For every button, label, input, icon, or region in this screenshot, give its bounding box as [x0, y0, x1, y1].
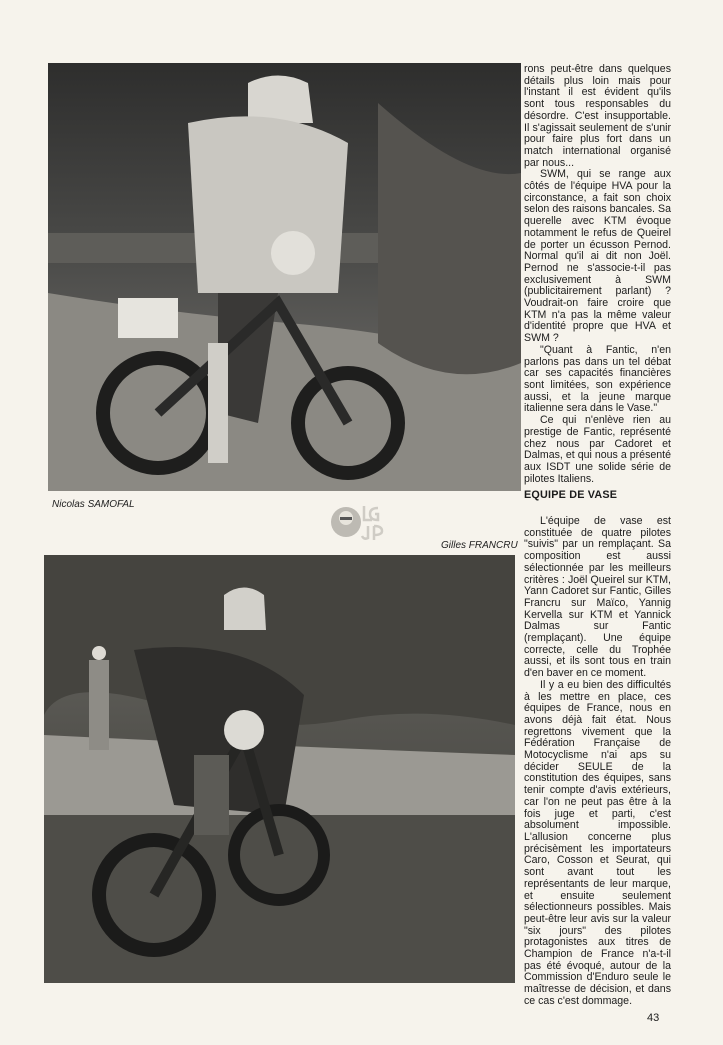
article-column-top — [524, 64, 671, 485]
watermark-logo — [330, 500, 394, 544]
paragraph: L'équipe de vase est constituée de quatre pilotes "suivis" par un remplaçant. Sa composition est aussi sélectionnée par les meilleurs critères : Joël Queirel sur KTM, Yann Cadoret sur Fantic, Gilles Francru sur Maïco, Yannig Kervella sur KTM et Yannick Dalmas sur Fantic (remplaçant). Une équipe correcte, celle du Trophée aussi, et ils sont tous en train d'en baver en ce moment. — [524, 515, 671, 680]
page-number: 43 — [647, 1012, 660, 1024]
article-column-bottom — [524, 516, 671, 1008]
photo-caption-top: Nicolas SAMOFAL — [52, 499, 135, 510]
paragraph: rons peut-être dans quelques détails plus loin mais pour l'instant il est évident qu'ils sont tous responsables du désordre. C'est insupportable. Il s'agissait seulement de s'unir pour faire plus fort dans un match international organisé par nous... — [524, 63, 671, 169]
paragraph: Il y a eu bien des difficultés à les mettre en place, ces équipes de France, nous en avons déjà fait état. Nous regrettons vivement que la Fédération Française de Motocyclisme n'ai aps su décider SEULE de la constitution des équipes, sans tenir compte d'avis extérieurs, car l'on ne peut pas être à la fois juge et parti, c'est absolument impossible. L'allusion concerne plus précisèment les importateurs Caro, Cosson et Seurat, qui sont avant tout les représentants de leur marque, et ensuite seulement sélectionneurs possibles. Mais peut-être leur avis sur la valeur "six jours" des pilotes protagonistes aux titres de Champion de France n'a-t-il pas été évoqué, autour de la Commission d'Enduro seule le maîtresse de décision, et dans ce cas c'est dommage. — [524, 678, 671, 1007]
paragraph: Ce qui n'enlève rien au prestige de Fantic, représenté chez nous par Cadoret et Dalmas, et qui nous a présenté aux ISDT une solide série de pilotes Italiens. — [524, 414, 671, 485]
photo-nicolas-samofal — [48, 63, 521, 491]
photo-gilles-francru — [44, 555, 515, 983]
paragraph: "Quant à Fantic, n'en parlons pas dans un tel débat car ses capacités financières sont limitées, son expérience aussi, et la jeune marque italienne sera dans le Vase." — [524, 343, 671, 415]
photo-caption-bottom: Gilles FRANCRU — [441, 540, 518, 551]
section-heading: EQUIPE DE VASE — [524, 489, 618, 501]
paragraph: SWM, qui se range aux côtés de l'équipe HVA pour la circonstance, a fait son choix selon des raisons bancales. Sa querelle avec KTM évoque notamment le refus de Queirel de porter un écusson Pernod. Normal qu'il ai dit non Joël. Pernod ne s'associe-t-il pas exclusivement à SWM (publicitairement parlant) ? Voudrait-on faire croire que KTM n'a pas la même valeur d'identité propre que HVA et SWM ? — [524, 168, 671, 345]
